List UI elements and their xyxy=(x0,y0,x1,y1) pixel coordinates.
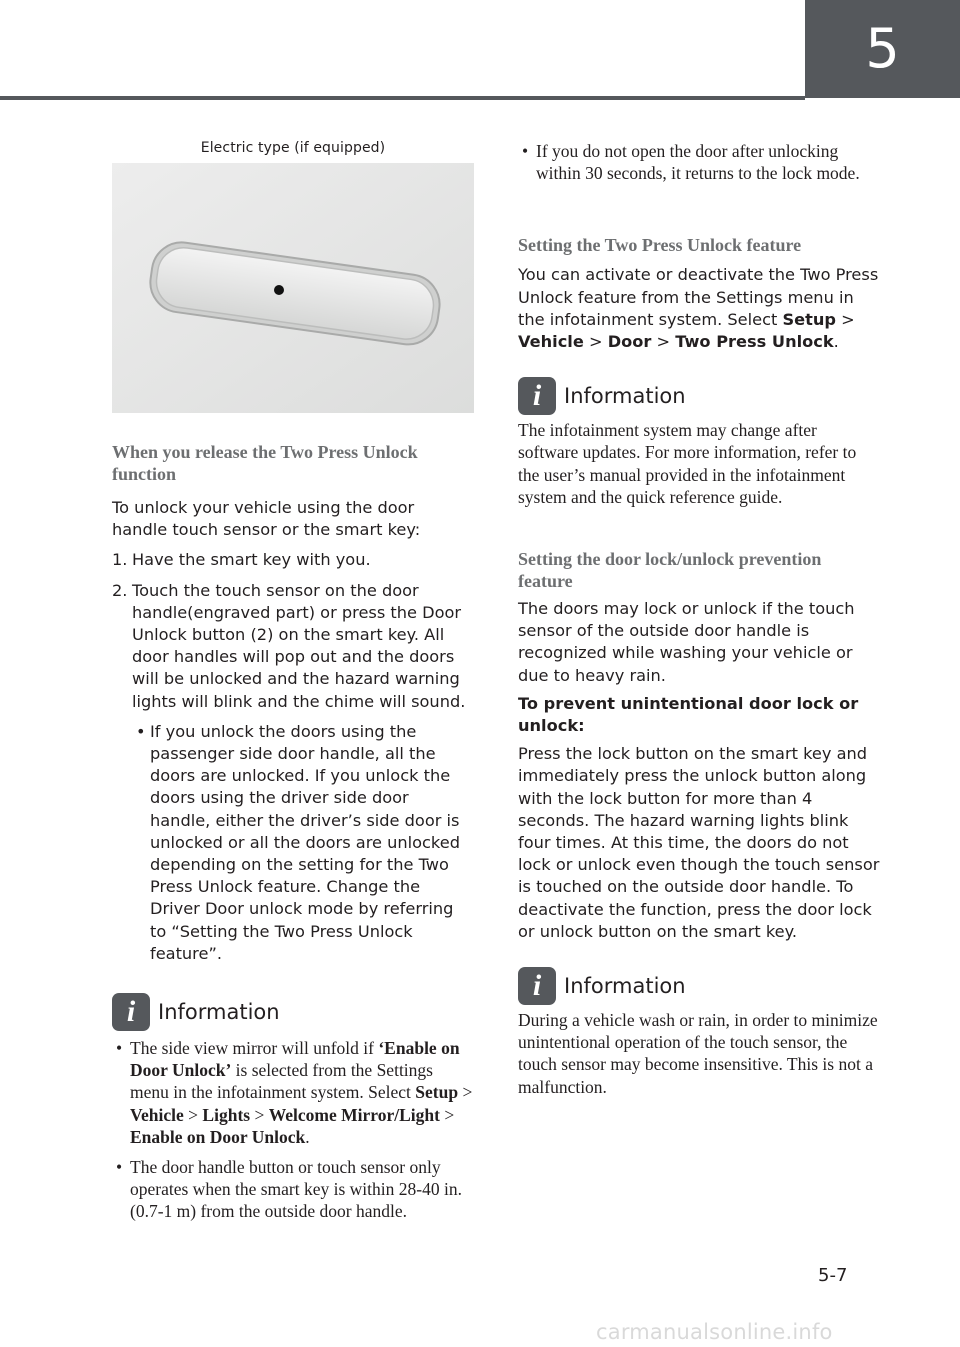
bold-run: Vehicle xyxy=(130,1104,184,1125)
chapter-tab: 5 xyxy=(805,0,960,98)
left-column xyxy=(112,441,474,1223)
release-steps xyxy=(112,549,474,965)
text-run: > xyxy=(583,332,608,352)
text-run: > xyxy=(458,1082,473,1103)
list-item xyxy=(112,580,474,965)
list-item xyxy=(112,549,474,571)
info-right-2-text: During a vehicle wash or rain, in order to minimize unintentional operation of the touch sensor, the touch sensor may become insensitive. This is not a malfunction. xyxy=(518,1010,878,1097)
list-item xyxy=(112,1037,474,1148)
text-run: The door handle button or touch sensor only operates when the smart key is within 28-40 in. (0.7-1 m) from the outside door handle. xyxy=(130,1157,462,1222)
bold-run: Vehicle xyxy=(518,332,584,352)
text-run: > xyxy=(250,1104,269,1125)
text-run: . xyxy=(305,1126,310,1147)
text-run: . xyxy=(833,332,839,352)
step-number: 1. xyxy=(112,550,128,570)
watermark: carmanualsonline.info xyxy=(596,1320,833,1344)
step-text: Touch the touch sensor on the door handle(engraved part) or press the Door Unlock button (2) on the smart key. All door handles will pop out and the doors will be unlocked and the hazard warning lights will blink and the chime will sound. xyxy=(132,580,466,711)
info-right-1-text: The infotainment system may change after software updates. For more information, refer to the user’s manual provided in the infotainment system and the quick reference guide. xyxy=(518,420,857,507)
info-icon: i xyxy=(112,993,150,1031)
info-heading-left xyxy=(112,993,474,1031)
info-icon: i xyxy=(518,967,556,1005)
release-heading: When you release the Two Press Unlock function xyxy=(112,442,418,484)
prevention-text: Press the lock button on the smart key and immediately press the unlock button along with the lock button for more than 4 seconds. The hazard warning lights blink four times. At this time, the doors do not lock or unlock even though the touch sensor is touched on the outside door handle. To deactivate the function, press the door lock or unlock button on the smart key. xyxy=(518,744,880,941)
bold-run: Lights xyxy=(202,1104,251,1125)
bold-run: Two Press Unlock xyxy=(675,332,834,352)
text-run: > xyxy=(183,1104,203,1125)
info-title: Information xyxy=(564,974,686,999)
info-left-body xyxy=(112,1037,474,1223)
info-title: Information xyxy=(564,384,686,409)
info-icon: i xyxy=(518,377,556,415)
step-number: 2. xyxy=(112,580,128,600)
text-run: > xyxy=(439,1104,455,1125)
two-press-heading: Setting the Two Press Unlock feature xyxy=(518,235,802,256)
two-press-text xyxy=(518,264,880,353)
header-rule xyxy=(0,96,805,100)
text-run: You can activate or deactivate the Two Press Unlock feature from the Settings menu in the infotainment system. Select xyxy=(518,265,879,329)
bullet-dot: • xyxy=(136,721,146,741)
prevention-bold-label: To prevent unintentional door lock or unlock: xyxy=(518,693,859,736)
right-column xyxy=(518,140,880,1098)
text-run: The side view mirror will unfold if xyxy=(130,1038,379,1059)
sub-bullet xyxy=(132,721,474,965)
bullet-dot: • xyxy=(116,1038,123,1059)
prevention-heading: Setting the door lock/unlock prevention feature xyxy=(518,549,822,592)
door-handle-illustration xyxy=(112,163,474,413)
info-title: Information xyxy=(158,1000,280,1025)
text-run: > xyxy=(651,332,676,352)
step-text: Have the smart key with you. xyxy=(132,550,371,570)
info-heading-right-2 xyxy=(518,967,880,1005)
page-number: 5-7 xyxy=(818,1265,848,1286)
bold-run: Door xyxy=(607,332,652,352)
text-run: > xyxy=(835,309,855,329)
release-intro: To unlock your vehicle using the door handle touch sensor or the smart key: xyxy=(112,498,421,540)
list-item xyxy=(112,1156,474,1223)
bold-run: ‘Enable on Door Unlock’ xyxy=(130,1038,460,1081)
door-handle-drawing xyxy=(112,163,474,413)
touch-sensor-dot xyxy=(274,285,284,295)
text-run: is selected from the Settings menu in the infotainment system. Select xyxy=(130,1060,433,1103)
list-item xyxy=(518,140,880,184)
bold-run: Enable on Door Unlock xyxy=(130,1126,306,1147)
figure-caption: Electric type (if equipped) xyxy=(200,140,386,156)
bullet-dot: • xyxy=(522,141,529,161)
bold-run: Setup xyxy=(415,1082,459,1103)
bullet-dot: • xyxy=(116,1157,123,1178)
text-run: If you do not open the door after unlocking within 30 seconds, it returns to the lock mode. xyxy=(536,141,860,184)
bold-run: Setup xyxy=(782,309,836,329)
info-heading-right-1 xyxy=(518,377,880,415)
bold-run: Welcome Mirror/Light xyxy=(268,1104,440,1125)
prevention-intro: The doors may lock or unlock if the touch sensor of the outside door handle is recognized while washing your vehicle or due to heavy rain. xyxy=(518,599,855,685)
sub-bullet-text: If you unlock the doors using the passenger side door handle, all the doors are unlocked. If you unlock the doors using the driver side door handle, either the driver’s side door is unlocked or all the doors are unlocked depending on the setting for the Two Press Unlock feature. Change the Driver Door unlock mode by referring to “Setting the Two Press Unlock feature”. xyxy=(150,721,460,963)
